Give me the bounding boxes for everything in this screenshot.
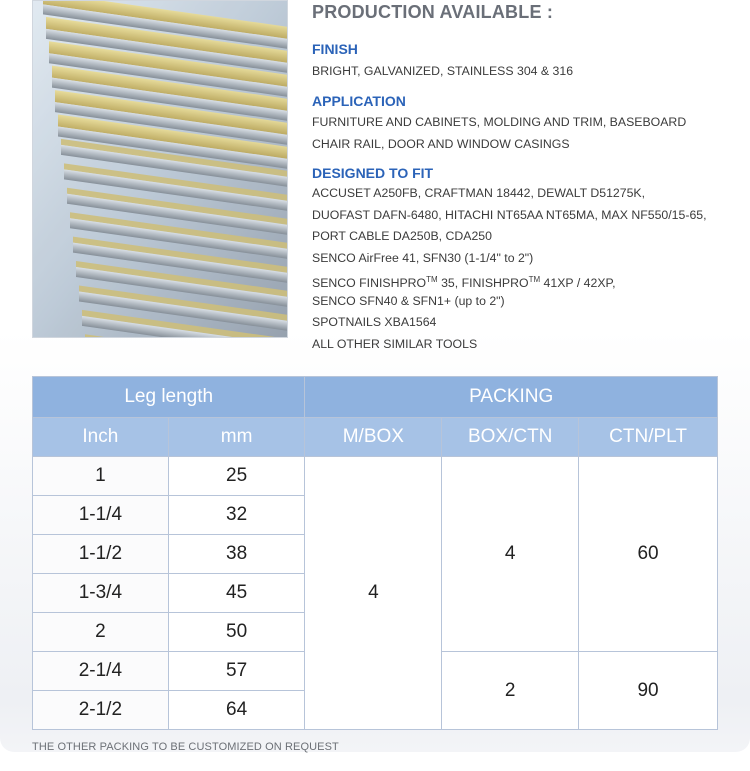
designed-line: SPOTNAILS XBA1564: [312, 315, 437, 329]
designed-line: DUOFAST DAFN-6480, HITACHI NT65AA NT65MA, MAX NF550/15-65,: [312, 207, 707, 222]
col-header-mm: mm: [168, 418, 305, 457]
cell-mbox: 4: [305, 457, 442, 730]
cell-inch: 2-1/4: [33, 652, 169, 691]
application-line: FURNITURE AND CABINETS, MOLDING AND TRIM, BASEBOARD: [312, 115, 687, 129]
col-header-inch: Inch: [33, 418, 169, 457]
designed-heading: DESIGNED TO FIT: [312, 165, 434, 181]
product-photo: [32, 0, 288, 338]
table-header-group-row: [33, 377, 718, 418]
col-header-ctnplt: CTN/PLT: [579, 418, 718, 457]
table-row: [33, 457, 718, 496]
cell-ctnplt-group1: 60: [579, 457, 718, 652]
col-header-boxctn: BOX/CTN: [442, 418, 579, 457]
cell-boxctn-group2: 2: [442, 652, 579, 730]
cell-mm: 32: [168, 496, 305, 535]
application-heading: APPLICATION: [312, 93, 406, 109]
page-title: PRODUCTION AVAILABLE :: [312, 2, 554, 22]
footnote: THE OTHER PACKING TO BE CUSTOMIZED ON REQUEST: [32, 741, 339, 753]
finishpro-a: SENCO FINISHPRO: [312, 276, 427, 290]
finish-text: [312, 61, 742, 83]
trademark-sup: TM: [426, 275, 438, 284]
designed-line: ACCUSET A250FB, CRAFTMAN 18442, DEWALT D51275K,: [312, 186, 646, 200]
finishpro-b: 35, FINISHPRO: [437, 276, 529, 290]
cell-inch: 1-1/2: [33, 535, 169, 574]
leg-length-header: Leg length: [33, 377, 305, 418]
cell-inch: 2-1/2: [33, 691, 169, 730]
designed-line: PORT CABLE DA250B, CDA250: [312, 229, 492, 243]
finishpro-c: 41XP / 42XP,: [540, 276, 616, 290]
packing-header: PACKING: [305, 377, 718, 418]
cell-inch: 1-3/4: [33, 574, 169, 613]
cell-inch: 1-1/4: [33, 496, 169, 535]
finish-heading: FINISH: [312, 41, 358, 57]
finish-line: BRIGHT, GALVANIZED, STAINLESS 304 & 316: [312, 64, 574, 78]
cell-ctnplt-group2: 90: [579, 652, 718, 730]
designed-text: [312, 183, 742, 355]
packing-table: [32, 376, 718, 730]
trademark-sup: TM: [528, 275, 541, 284]
cell-mm: 57: [168, 652, 305, 691]
col-header-mbox: M/BOX: [305, 418, 442, 457]
cell-inch: 1: [33, 457, 169, 496]
table-header-row: [33, 418, 718, 457]
cell-mm: 45: [168, 574, 305, 613]
designed-line: ALL OTHER SIMILAR TOOLS: [312, 336, 478, 351]
application-text: [312, 112, 742, 155]
designed-line: SENCO AirFree 41, SFN30 (1-1/4" to 2"): [312, 250, 534, 265]
cell-mm: 38: [168, 535, 305, 574]
cell-mm: 25: [168, 457, 305, 496]
cell-inch: 2: [33, 613, 169, 652]
cell-boxctn-group1: 4: [442, 457, 579, 652]
cell-mm: 50: [168, 613, 305, 652]
designed-line: SENCO SFN40 & SFN1+ (up to 2"): [312, 293, 505, 308]
designed-line-finishpro: [312, 269, 742, 291]
cell-mm: 64: [168, 691, 305, 730]
application-line: CHAIR RAIL, DOOR AND WINDOW CASINGS: [312, 136, 570, 151]
